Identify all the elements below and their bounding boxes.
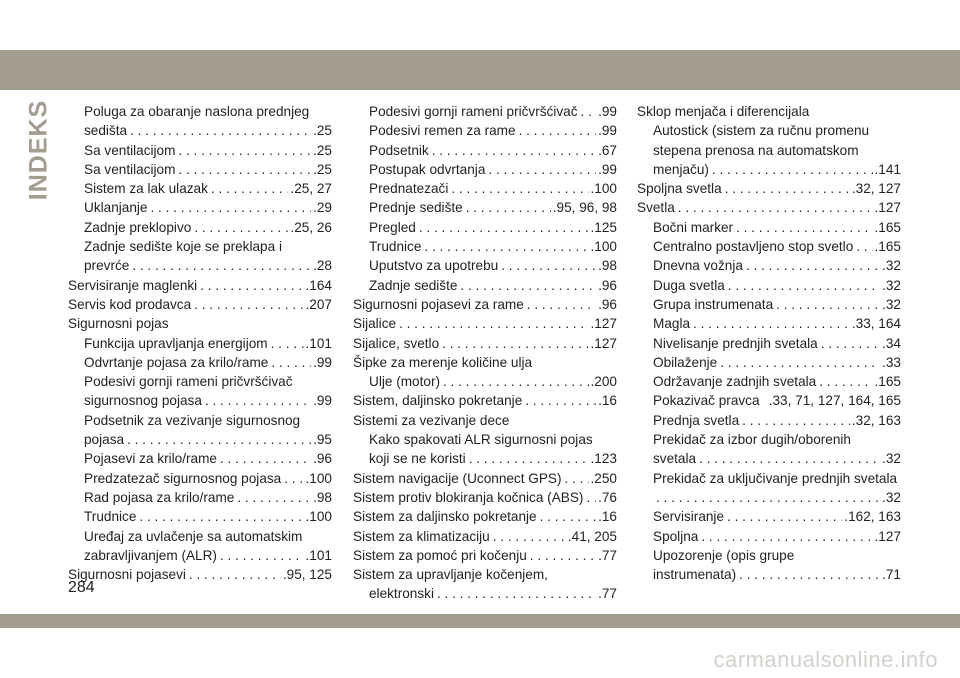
index-entry [68,488,332,507]
section-tab [26,100,52,200]
index-entry-term: Grupa instrumenata [653,296,774,312]
dot-leader [736,565,880,584]
index-entry-term: Sistem protiv blokiranja kočnica (ABS) [353,489,584,505]
index-entry [353,353,617,372]
index-entry [637,430,901,449]
dot-leader [281,469,303,488]
index-entry [637,198,901,217]
dot-leader [675,198,873,217]
index-entry-term: prevrće [84,258,130,274]
top-margin [0,0,960,50]
dot-leader [709,160,873,179]
dot-leader [439,334,588,353]
index-entry [353,565,617,584]
dot-leader [562,469,589,488]
index-entry-pages: .25 [313,161,332,177]
index-entry-pages: .127 [590,316,617,332]
dot-leader [516,121,597,140]
index-entry-pages: .32 [882,451,901,467]
index-entry-term: Uklanjanje [84,200,148,216]
footer-band [0,614,960,628]
index-entry-term: Kako spakovati ALR sigurnosni pojas [369,432,593,448]
index-entry-term: Uređaj za uvlačenje sa automatskim [84,528,303,544]
dot-leader [537,507,596,526]
index-entry-pages: .141 [874,161,901,177]
index-column-1 [68,102,332,584]
index-entry [68,507,332,526]
dot-leader [197,276,303,295]
index-entry-pages: .71 [882,567,901,583]
dot-leader [698,527,872,546]
index-entry-term: Sistem, daljinsko pokretanje [353,393,523,409]
index-entry-term: Sigurnosni pojasevi za rame [353,296,524,312]
dot-leader [722,179,850,198]
index-entry-term: Upozorenje (opis grupe [653,547,795,563]
index-entry-pages: .127 [590,335,617,351]
index-entry [353,449,617,468]
dot-leader [522,391,596,410]
index-entry [68,237,332,256]
index-entry-term: Duga svetla [653,277,725,293]
index-entry-term: Sigurnosni pojas [68,316,169,332]
index-entry [637,391,901,410]
index-entry-pages: .16 [598,393,617,409]
index-entry [637,372,901,391]
dot-leader [191,218,288,237]
index-entry [637,237,901,256]
dot-leader [583,488,596,507]
dot-leader [217,546,304,565]
index-entry-pages: .164 [305,277,332,293]
dot-leader [524,295,596,314]
index-entry-pages: .207 [305,296,332,312]
index-entry [353,469,617,488]
index-entry-term: Prednje sedište [369,200,463,216]
dot-leader [490,527,566,546]
dot-leader [268,353,311,372]
index-entry [68,141,332,160]
index-entry-term: Sistem za daljinsko pokretanje [353,509,537,525]
index-entry-term: Prednatezači [369,181,449,197]
index-entry-term: svetala [653,451,697,467]
index-entry [637,179,901,198]
index-entry-term: Servisiranje [653,509,725,525]
index-entry-term: Centralno postavljeno stop svetlo [653,239,854,255]
dot-leader [773,295,880,314]
dot-leader [440,372,589,391]
index-entry-pages: .32, 163 [851,412,901,428]
dot-leader [743,256,880,275]
index-entry [353,391,617,410]
dot-leader [127,121,311,140]
dot-leader [485,160,596,179]
index-entry [353,584,617,603]
index-column-2 [353,102,617,604]
index-entry-pages: .95 [313,432,332,448]
dot-leader [463,198,551,217]
index-entry-term: Nivelisanje prednjih svetala [653,335,818,351]
index-entry-term: Poluga za obaranje naslona prednjeg [84,104,310,119]
index-entry [637,527,901,546]
dot-leader [124,430,311,449]
index-entry-term: instrumenata) [653,567,737,583]
index-entry [68,295,332,314]
index-entry [68,353,332,372]
index-entry-term: Prednja svetla [653,412,740,428]
index-entry-term: Prekidač za uključivanje prednjih svetala [653,470,898,486]
index-entry [68,198,332,217]
index-entry-pages: .200 [590,374,617,390]
index-column-3 [637,102,901,584]
index-entry-term: Podesivi gornji rameni pričvršćivač [84,374,293,390]
dot-leader [739,411,850,430]
index-entry [68,179,332,198]
index-entry-pages: .77 [598,586,617,602]
index-entry-pages: .32, 127 [851,181,901,197]
index-entry-term: Prekidač za izbor dugih/oborenih [653,432,851,448]
index-entry [637,565,901,584]
index-entry-term: Sistem za lak ulazak [84,181,208,197]
index-entry-pages: .96 [598,277,617,293]
index-entry-term: Sklop menjača i diferencijala [637,104,810,119]
index-entry-term: Predzatezač sigurnosnog pojasa [84,470,282,486]
index-entry [353,256,617,275]
index-entry-term: Rad pojasa za krilo/rame [84,489,235,505]
index-entry-term: Podsetnik za vezivanje sigurnosnog [84,412,301,428]
index-entry-term: Odvrtanje pojasa za krilo/rame [84,354,269,370]
index-entry [68,565,332,584]
dot-leader [147,198,311,217]
dot-leader [527,546,596,565]
index-entry [68,411,332,430]
index-entry [637,353,901,372]
index-entry [353,334,617,353]
index-entry-pages: .16 [598,509,617,525]
index-entry-term: Funkcija upravljanja energijom [84,335,268,351]
index-entry-pages: .162, 163 [844,509,901,525]
index-entry-pages: .99 [313,393,332,409]
index-entry [353,141,617,160]
index-entry-pages: .127 [874,200,901,216]
index-entry-pages: .77 [598,547,617,563]
index-entry-term: Dnevna vožnja [653,258,743,274]
dot-leader [717,353,880,372]
index-entry [353,488,617,507]
index-entry [637,449,901,468]
index-entry [68,546,332,565]
dot-leader [853,237,872,256]
index-entry-term: Sa ventilacijom [84,161,176,177]
index-entry-term: Trudnice [369,239,422,255]
index-entry [68,121,332,140]
index-entry-pages: .25 [313,142,332,158]
dot-leader [217,449,311,468]
index-entry-term: Sistemi za vezivanje dece [353,412,510,428]
index-entry [353,507,617,526]
dot-leader [202,391,311,410]
index-entry [353,314,617,333]
index-entry-term: Sijalice [353,316,397,332]
index-entry-term: stepena prenosa na automatskom [653,142,859,158]
index-entry-pages: .33, 164 [851,316,901,332]
index-entry-term: Magla [653,316,691,332]
index-entry [637,334,901,353]
index-entry-pages: .99 [598,104,617,119]
index-entry-term: Pregled [369,219,416,235]
index-entry-pages: .100 [590,239,617,255]
dot-leader [818,334,880,353]
index-entry-pages: .25 [313,123,332,139]
index-entry-term: Sistem za pomoć pri kočenju [353,547,527,563]
index-entry [68,334,332,353]
dot-leader [696,449,880,468]
index-entry [353,276,617,295]
index-entry-pages: .67 [598,142,617,158]
dot-leader [421,237,588,256]
index-entry-term: Zadnje sedište koje se preklapa i [84,239,282,255]
index-entry [68,256,332,275]
index-entry-pages: .99 [313,354,332,370]
index-entry-term: Servis kod prodavca [68,296,192,312]
index-entry [637,411,901,430]
dot-leader [136,507,303,526]
index-entry-pages: .25, 27 [290,181,332,197]
index-entry [353,198,617,217]
index-entry [353,179,617,198]
index-entry [353,546,617,565]
index-entry-term: menjaču) [653,161,709,177]
watermark: carmanualsonline.info [713,647,938,672]
index-entry [353,218,617,237]
index-entry-term: Zadnje sedište [369,277,458,293]
index-entry-term: Ulje (motor) [369,374,440,390]
index-entry [637,256,901,275]
index-entry [637,276,901,295]
dot-leader [457,276,596,295]
index-entry [637,469,901,488]
index-entry-pages: .165 [874,219,901,235]
index-entry [68,430,332,449]
index-entry [68,276,332,295]
index-entry-pages: .100 [590,181,617,197]
index-entry-pages: .127 [874,528,901,544]
dot-leader [724,507,842,526]
index-entry [637,121,901,140]
index-entry [637,218,901,237]
index-entry-pages: .101 [305,547,332,563]
index-entry-pages: .32 [882,258,901,274]
index-entry [637,546,901,565]
index-entry-pages: .123 [590,451,617,467]
dot-leader [725,276,880,295]
index-entry-pages: .165 [874,374,901,390]
index-entry [353,237,617,256]
dot-leader [208,179,289,198]
index-entry-term: zabravljivanjem (ALR) [84,547,217,563]
index-entry-term: Autostick (sistem za ručnu promenu [653,123,870,139]
index-entry-pages: .101 [305,335,332,351]
dot-leader [653,488,880,507]
index-entry-term: Sa ventilacijom [84,142,176,158]
index-entry-term: sigurnosnog pojasa [84,393,202,409]
index-entry-term: Sistem navigacije (Uconnect GPS) [353,470,562,486]
index-entry-pages: .95, 96, 98 [552,200,617,216]
index-entry-term: Pokazivač pravca [653,393,760,409]
dot-leader [175,160,311,179]
dot-leader [416,218,589,237]
index-entry-pages: .125 [590,219,617,235]
dot-leader [578,102,597,121]
index-entry-term: Uputstvo za upotrebu [369,258,499,274]
index-entry-term: pojasa [84,432,125,448]
index-entry [68,160,332,179]
dot-leader [448,179,588,198]
index-entry-term: Sistem za upravljanje kočenjem, [353,567,548,583]
index-entry-pages: .41, 205 [567,528,617,544]
index-entry-pages: .96 [598,296,617,312]
dot-leader [186,565,281,584]
index-entry-term: Podesivi gornji rameni pričvršćivač [369,104,578,119]
dot-leader [175,141,311,160]
index-entry [637,295,901,314]
dot-leader [434,584,596,603]
index-entry [637,314,901,333]
index-entry [353,160,617,179]
index-entry [68,469,332,488]
index-entry-pages: .34 [882,335,901,351]
index-entry-term: sedišta [84,123,128,139]
index-entry-term: elektronski [369,586,434,602]
index-entry-pages: .99 [598,123,617,139]
index-entry [637,507,901,526]
dot-leader [129,256,311,275]
index-entry-term: Šipke za merenje količine ulja [353,354,533,370]
index-entry [637,160,901,179]
dot-leader [396,314,588,333]
index-entry-pages: .32 [882,296,901,312]
index-entry [68,102,332,121]
section-tab-label: INDEKS [24,99,53,201]
dot-leader [690,314,850,333]
index-entry [68,372,332,391]
index-entry-pages: .100 [305,509,332,525]
index-entry-pages: .28 [313,258,332,274]
dot-leader [268,334,304,353]
index-entry-pages: .95, 125 [282,567,332,583]
index-entry-term: Podesivi remen za rame [369,123,516,139]
page-number: 284 [68,579,95,596]
index-entry-pages: .250 [590,470,617,486]
index-entry-term: Spoljna svetla [637,181,722,197]
dot-leader [466,449,589,468]
index-entry-term: koji se ne koristi [369,451,466,467]
index-entry [68,314,332,333]
index-entry-term: Obilaženje [653,354,718,370]
header-band [0,50,960,90]
index-entry-term: Bočni marker [653,219,734,235]
index-entry-pages: .25, 26 [290,219,332,235]
dot-leader [429,141,596,160]
index-entry-pages: .33, 71, 127, 164, 165 [768,393,901,409]
index-entry-pages: .98 [598,258,617,274]
index-entry-term: Servisiranje maglenki [68,277,198,293]
index-entry-term: Svetla [637,200,675,216]
index-entry-term: Zadnje preklopivo [84,219,192,235]
index-entry-pages: .33 [882,354,901,370]
index-entry-pages: .96 [313,451,332,467]
dot-leader [816,372,872,391]
index-entry-pages: .32 [882,489,901,505]
index-entry [68,218,332,237]
index-entry-term: Postupak odvrtanja [369,161,486,177]
index-entry-term: Sigurnosni pojasevi [68,567,186,583]
index-entry-pages: .98 [313,489,332,505]
dot-leader [733,218,872,237]
index-entry [637,488,901,507]
index-entry [68,527,332,546]
index-entry-term: Spoljna [653,528,699,544]
index-entry-pages: .32 [882,277,901,293]
index-entry-pages: .165 [874,239,901,255]
index-entry-term: Trudnice [84,509,137,525]
index-entry [353,411,617,430]
index-entry [353,102,617,121]
index-entry-pages: .29 [313,200,332,216]
dot-leader [234,488,311,507]
index-entry [68,391,332,410]
dot-leader [498,256,596,275]
index-entry-term: Održavanje zadnjih svetala [653,374,817,390]
index-entry-term: Sistem za klimatizaciju [353,528,490,544]
index-entry-term: Podsetnik [369,142,429,158]
index-entry-pages: .99 [598,161,617,177]
index-entry [353,527,617,546]
index-entry-pages: .100 [305,470,332,486]
index-entry [637,141,901,160]
index-entry-term: Sijalice, svetlo [353,335,440,351]
index-entry [353,295,617,314]
index-entry-term: Pojasevi za krilo/rame [84,451,217,467]
dot-leader [191,295,303,314]
index-entry [353,372,617,391]
index-entry [353,121,617,140]
index-entry [353,430,617,449]
index-entry-pages: .76 [598,489,617,505]
index-entry [637,102,901,121]
index-entry [68,449,332,468]
